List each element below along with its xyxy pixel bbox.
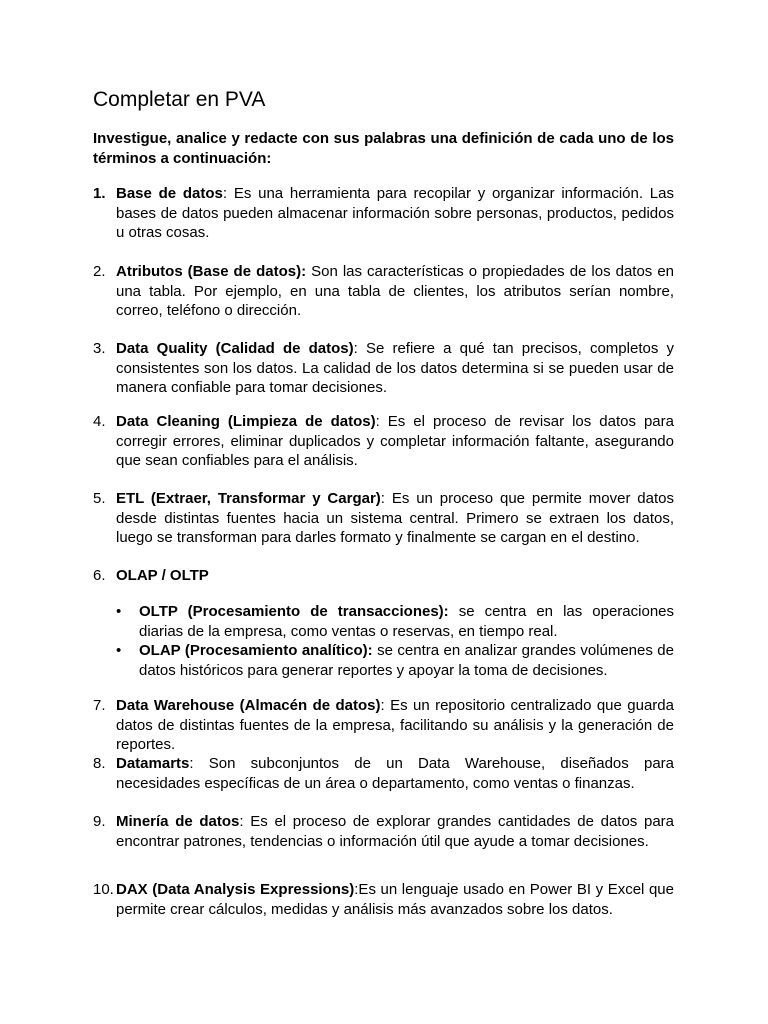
item-term: Base de datos [116,185,223,202]
item-term: Data Warehouse (Almacén de datos) [116,697,381,714]
item-term: Minería de datos [116,813,240,830]
item-term: Atributos (Base de datos): [116,263,307,280]
item-number: 10. [93,881,114,898]
item-text: : Es una herramienta para recopilar y organizar información. Las bases de datos pueden almacenar información sobre personas, productos, pedidos u otras cosas. [116,185,674,241]
item-text: : Es el proceso de revisar los datos para corregir errores, eliminar duplicados y completar información faltante, asegurando que sean confiables para el análisis. [116,413,674,469]
bullet-icon: • [116,642,122,659]
item-term: Data Quality (Calidad de datos) [116,340,354,357]
list-item [93,754,674,793]
item-number: 1. [93,185,106,202]
item-text: Son las características o propiedades de los datos en una tabla. Por ejemplo, en una tabla de clientes, los atributos serían nombre, correo, teléfono o dirección. [116,263,675,319]
item-text: : Es un proceso que permite mover datos desde distintas fuentes hacia un sistema central. Primero se extraen los datos, luego se transforman para darles formato y finalmente se cargan en el destino. [116,490,674,546]
item-text: :Es un lenguaje usado en Power BI y Excel que permite crear cálculos, medidas y análisis más avanzados sobre los datos. [116,881,674,918]
list-item [93,880,674,919]
item-number: 3. [93,340,106,357]
list-item [93,412,674,471]
bullet-term: OLAP (Procesamiento analítico): [139,642,373,659]
item-number: 6. [93,567,106,584]
item-number: 4. [93,413,106,430]
item-term: Data Cleaning (Limpieza de datos) [116,413,376,430]
item-term: ETL (Extraer, Transformar y Cargar) [116,490,381,507]
list-item [93,812,674,851]
list-item [93,262,674,321]
item-number: 2. [93,263,106,280]
item-number: 5. [93,490,106,507]
bullet-icon: • [116,603,122,620]
bullet-item [116,602,674,641]
item-number: 7. [93,697,106,714]
list-item [93,489,674,548]
bullet-term: OLTP (Procesamiento de transacciones): [139,603,449,620]
bullet-text: se centra en las operaciones diarias de la empresa, como ventas o reservas, en tiempo real. [139,603,675,640]
bullet-text: se centra en analizar grandes volúmenes de datos históricos para generar reportes y apoyar la toma de decisiones. [139,642,674,679]
bullet-item [116,641,674,680]
item-number: 9. [93,813,106,830]
list-item [93,339,674,398]
item-text: : Son subconjuntos de un Data Warehouse, diseñados para necesidades específicas de un área o departamento, como ventas o finanzas. [116,755,674,792]
item-text: : Es el proceso de explorar grandes cantidades de datos para encontrar patrones, tendencias o información útil que ayude a tomar decisiones. [116,813,674,850]
instructions: Investigue, analice y redacte con sus palabras una definición de cada uno de los términos a continuación: [93,130,674,167]
item-term: OLAP / OLTP [116,567,209,584]
item-term: Datamarts [116,755,190,772]
page-title: Completar en PVA [93,88,266,111]
item-text: : Es un repositorio centralizado que guarda datos de distintas fuentes de la empresa, facilitando su análisis y la generación de reportes. [116,697,674,753]
item-text: : Se refiere a qué tan precisos, completos y consistentes son los datos. La calidad de los datos determina si se pueden usar de manera confiable para tomar decisiones. [116,340,674,396]
list-item [93,566,674,586]
item-number: 8. [93,755,106,772]
list-item [93,696,674,755]
item-term: DAX (Data Analysis Expressions) [116,881,355,898]
list-item [93,184,674,243]
